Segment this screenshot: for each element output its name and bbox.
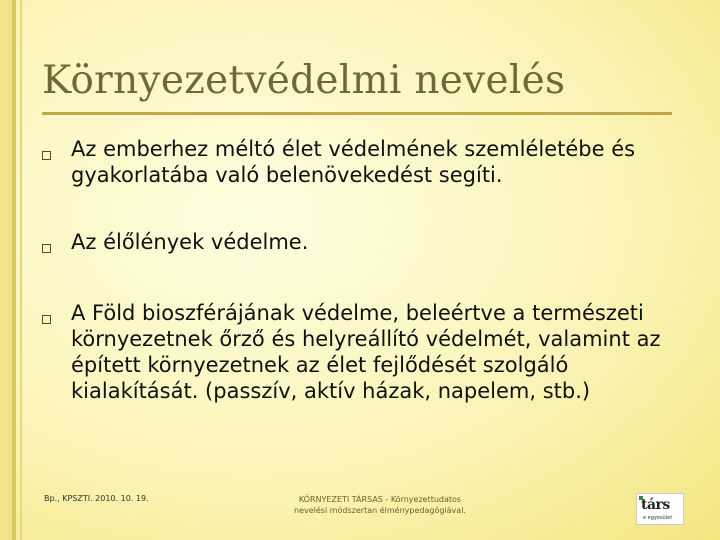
logo-text: társ <box>641 497 670 513</box>
square-bullet-icon <box>42 151 51 160</box>
bullet-item-2 <box>40 229 680 255</box>
bullet-item-3 <box>40 300 680 404</box>
left-accent-stripe <box>12 0 16 540</box>
square-bullet-icon <box>42 244 51 253</box>
footer-caption <box>260 494 500 516</box>
title-underline <box>42 112 672 115</box>
bullet-text-1: Az emberhez méltó élet védelmének szemléletébe és gyakorlatába való belenövekedést segíti. <box>71 137 636 187</box>
footer-date: Bp., KPSZTI. 2010. 10. 19. <box>44 494 149 503</box>
footer-caption-line2: nevelési módszertan élménypedagógiával. <box>294 506 466 515</box>
logo-subtext: e egyesület <box>643 515 673 521</box>
square-bullet-icon <box>42 315 51 324</box>
tars-logo <box>636 493 684 525</box>
bullet-item-1 <box>40 136 680 188</box>
bullet-text-2: Az élőlények védelme. <box>71 230 309 254</box>
slide-title: Környezetvédelmi nevelés <box>42 58 566 103</box>
footer-caption-line1: KÖRNYEZETI TÁRSAS - Környezettudatos <box>298 495 462 504</box>
left-accent-bar <box>0 0 12 540</box>
bullet-text-3: A Föld bioszférájának védelme, beleértve a természeti környezetnek őrző és helyreállító védelmét, valamint az épített környezetnek az élet fejlődését szolgáló kialakítását. (passzív, aktív házak, napelem, stb.) <box>71 301 661 403</box>
left-accent-line <box>20 0 22 540</box>
